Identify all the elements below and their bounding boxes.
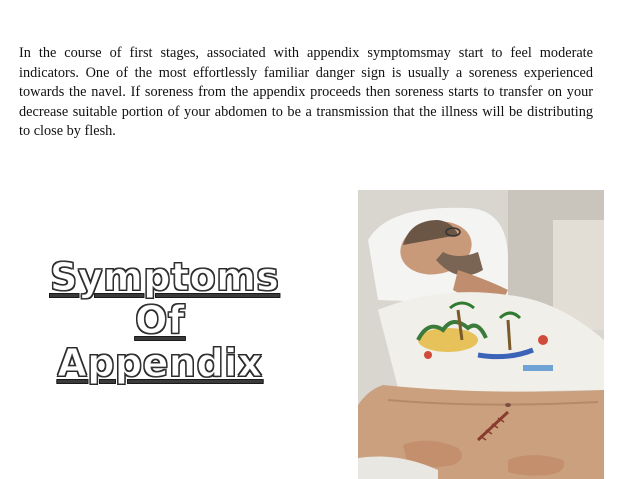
title-line-symptoms: Symptoms [50, 255, 280, 299]
body-paragraph: In the course of first stages, associated with appendix symptomsmay start to feel moderate indicators. One of the most effortlessly familiar danger sign is usually a soreness experienced towards the navel. If soreness from the appendix proceeds then soreness starts to transfer on your decrease suitable portion of your abdomen to be a transmission that the illness will be distributing to close by flesh. [19, 45, 593, 139]
title-line-appendix: Appendix [57, 341, 263, 385]
patient-photo [358, 190, 604, 479]
slide-title [50, 255, 280, 385]
title-line-of: Of [135, 298, 185, 342]
